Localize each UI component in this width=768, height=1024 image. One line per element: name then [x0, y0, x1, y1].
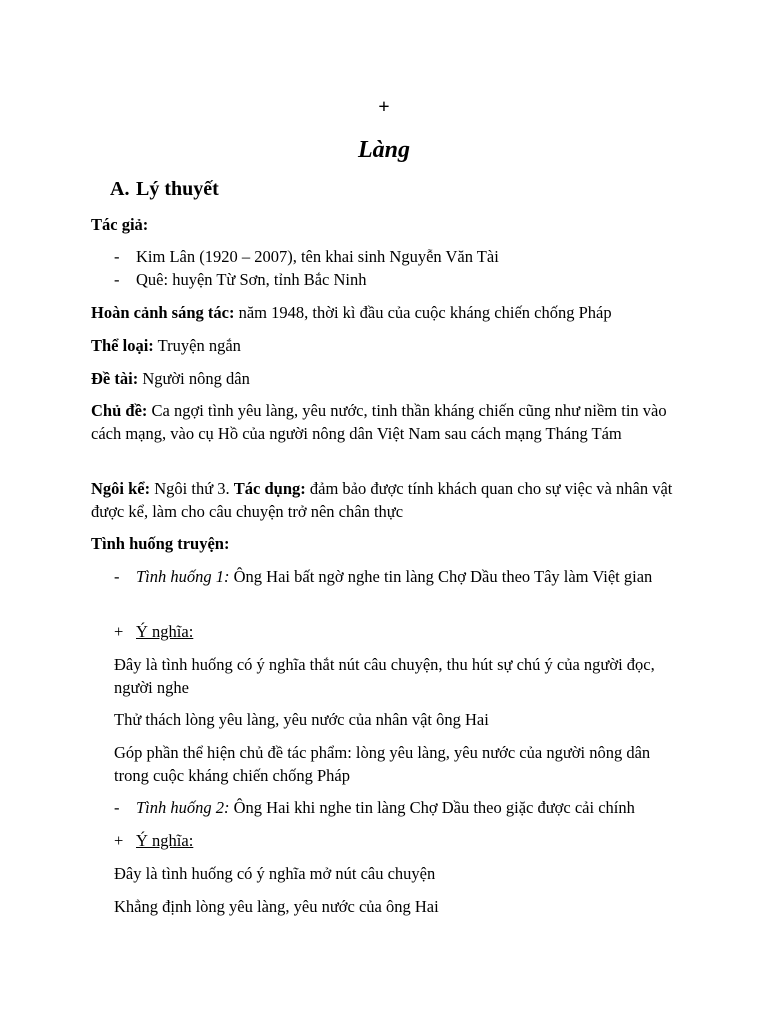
- ngoi-ke-paragraph: [91, 478, 681, 523]
- list-item: [114, 830, 684, 853]
- de-tai-label: Đề tài:: [91, 369, 139, 388]
- dash-bullet: -: [114, 247, 120, 266]
- tinh-huong-2-label: Tình huống 2:: [136, 798, 230, 817]
- dash-bullet: -: [114, 270, 120, 289]
- chu-de-paragraph: [91, 400, 681, 445]
- tinh-huong-1: [136, 566, 684, 589]
- the-loai-paragraph: [91, 335, 681, 358]
- tinh-huong-label: Tình huống truyện:: [91, 534, 230, 553]
- tac-gia-label: Tác giả:: [91, 215, 149, 234]
- dash-bullet: -: [114, 567, 120, 586]
- tac-gia-heading: [91, 214, 681, 237]
- y-nghia-point: Góp phần thể hiện chủ đề tác phẩm: lòng yêu làng, yêu nước của người nông dân trong cuộc kháng chiến chống Pháp: [114, 743, 651, 785]
- tinh-huong-2-text: Ông Hai khi nghe tin làng Chợ Dầu theo giặc được cải chính: [229, 798, 635, 817]
- hoan-canh-paragraph: [91, 302, 681, 325]
- y-nghia-point: Khẳng định lòng yêu làng, yêu nước của ông Hai: [114, 897, 439, 916]
- plus-bullet: +: [114, 831, 124, 850]
- section-letter: A.: [110, 178, 130, 200]
- tac-gia-item-1: Kim Lân (1920 – 2007), tên khai sinh Nguyễn Văn Tài: [136, 247, 499, 266]
- the-loai-label: Thể loại:: [91, 336, 154, 355]
- list-item: [114, 269, 684, 292]
- y-nghia-point: Đây là tình huống có ý nghĩa thắt nút câu chuyện, thu hút sự chú ý của người đọc, người nghe: [114, 655, 655, 697]
- tinh-huong-heading: [91, 533, 681, 556]
- y-nghia-point: Thử thách lòng yêu làng, yêu nước của nhân vật ông Hai: [114, 710, 489, 729]
- tac-gia-item-2: Quê: huyện Từ Sơn, tỉnh Bắc Ninh: [136, 270, 367, 289]
- tinh-huong-1-text: Ông Hai bất ngờ nghe tin làng Chợ Dầu theo Tây làm Việt gian: [229, 567, 653, 586]
- tinh-huong-1-label: Tình huống 1:: [136, 567, 230, 586]
- de-tai-text: Người nông dân: [138, 369, 250, 388]
- y-nghia-point: Đây là tình huống có ý nghĩa mở nút câu chuyện: [114, 864, 436, 883]
- tac-dung-text: đảm bảo được tính khách quan cho sự việc và nhân vật được kể, làm cho câu chuyện trở nên chân thực: [91, 479, 673, 521]
- tinh-huong-2: [136, 797, 684, 820]
- chu-de-label: Chủ đề:: [91, 401, 148, 420]
- list-item: [114, 566, 684, 589]
- section-title: Lý thuyết: [136, 178, 219, 200]
- plus-bullet: +: [114, 622, 124, 641]
- section-heading: [110, 178, 219, 201]
- y-nghia-label: Ý nghĩa:: [136, 622, 194, 641]
- ngoi-ke-text: Ngôi thứ 3.: [150, 479, 234, 498]
- list-item: [114, 246, 684, 269]
- de-tai-paragraph: [91, 368, 681, 391]
- y-nghia-heading: [136, 830, 684, 853]
- tac-dung-label: Tác dụng:: [233, 479, 306, 498]
- y-nghia-label: Ý nghĩa:: [136, 831, 194, 850]
- ngoi-ke-label: Ngôi kể:: [91, 479, 151, 498]
- document-title: Làng: [357, 137, 410, 163]
- list-item: [114, 621, 684, 644]
- hoan-canh-text: năm 1948, thời kì đầu của cuộc kháng chiến chống Pháp: [234, 303, 612, 322]
- plus-mark: +: [378, 96, 390, 118]
- list-item: [114, 797, 684, 820]
- dash-bullet: -: [114, 798, 120, 817]
- hoan-canh-label: Hoàn cảnh sáng tác:: [91, 303, 235, 322]
- y-nghia-heading: [136, 621, 684, 644]
- chu-de-text: Ca ngợi tình yêu làng, yêu nước, tinh thần kháng chiến cũng như niềm tin vào cách mạng, vào cụ Hồ của người nông dân Việt Nam sau cách mạng Tháng Tám: [91, 401, 667, 443]
- the-loai-text: Truyện ngắn: [153, 336, 241, 355]
